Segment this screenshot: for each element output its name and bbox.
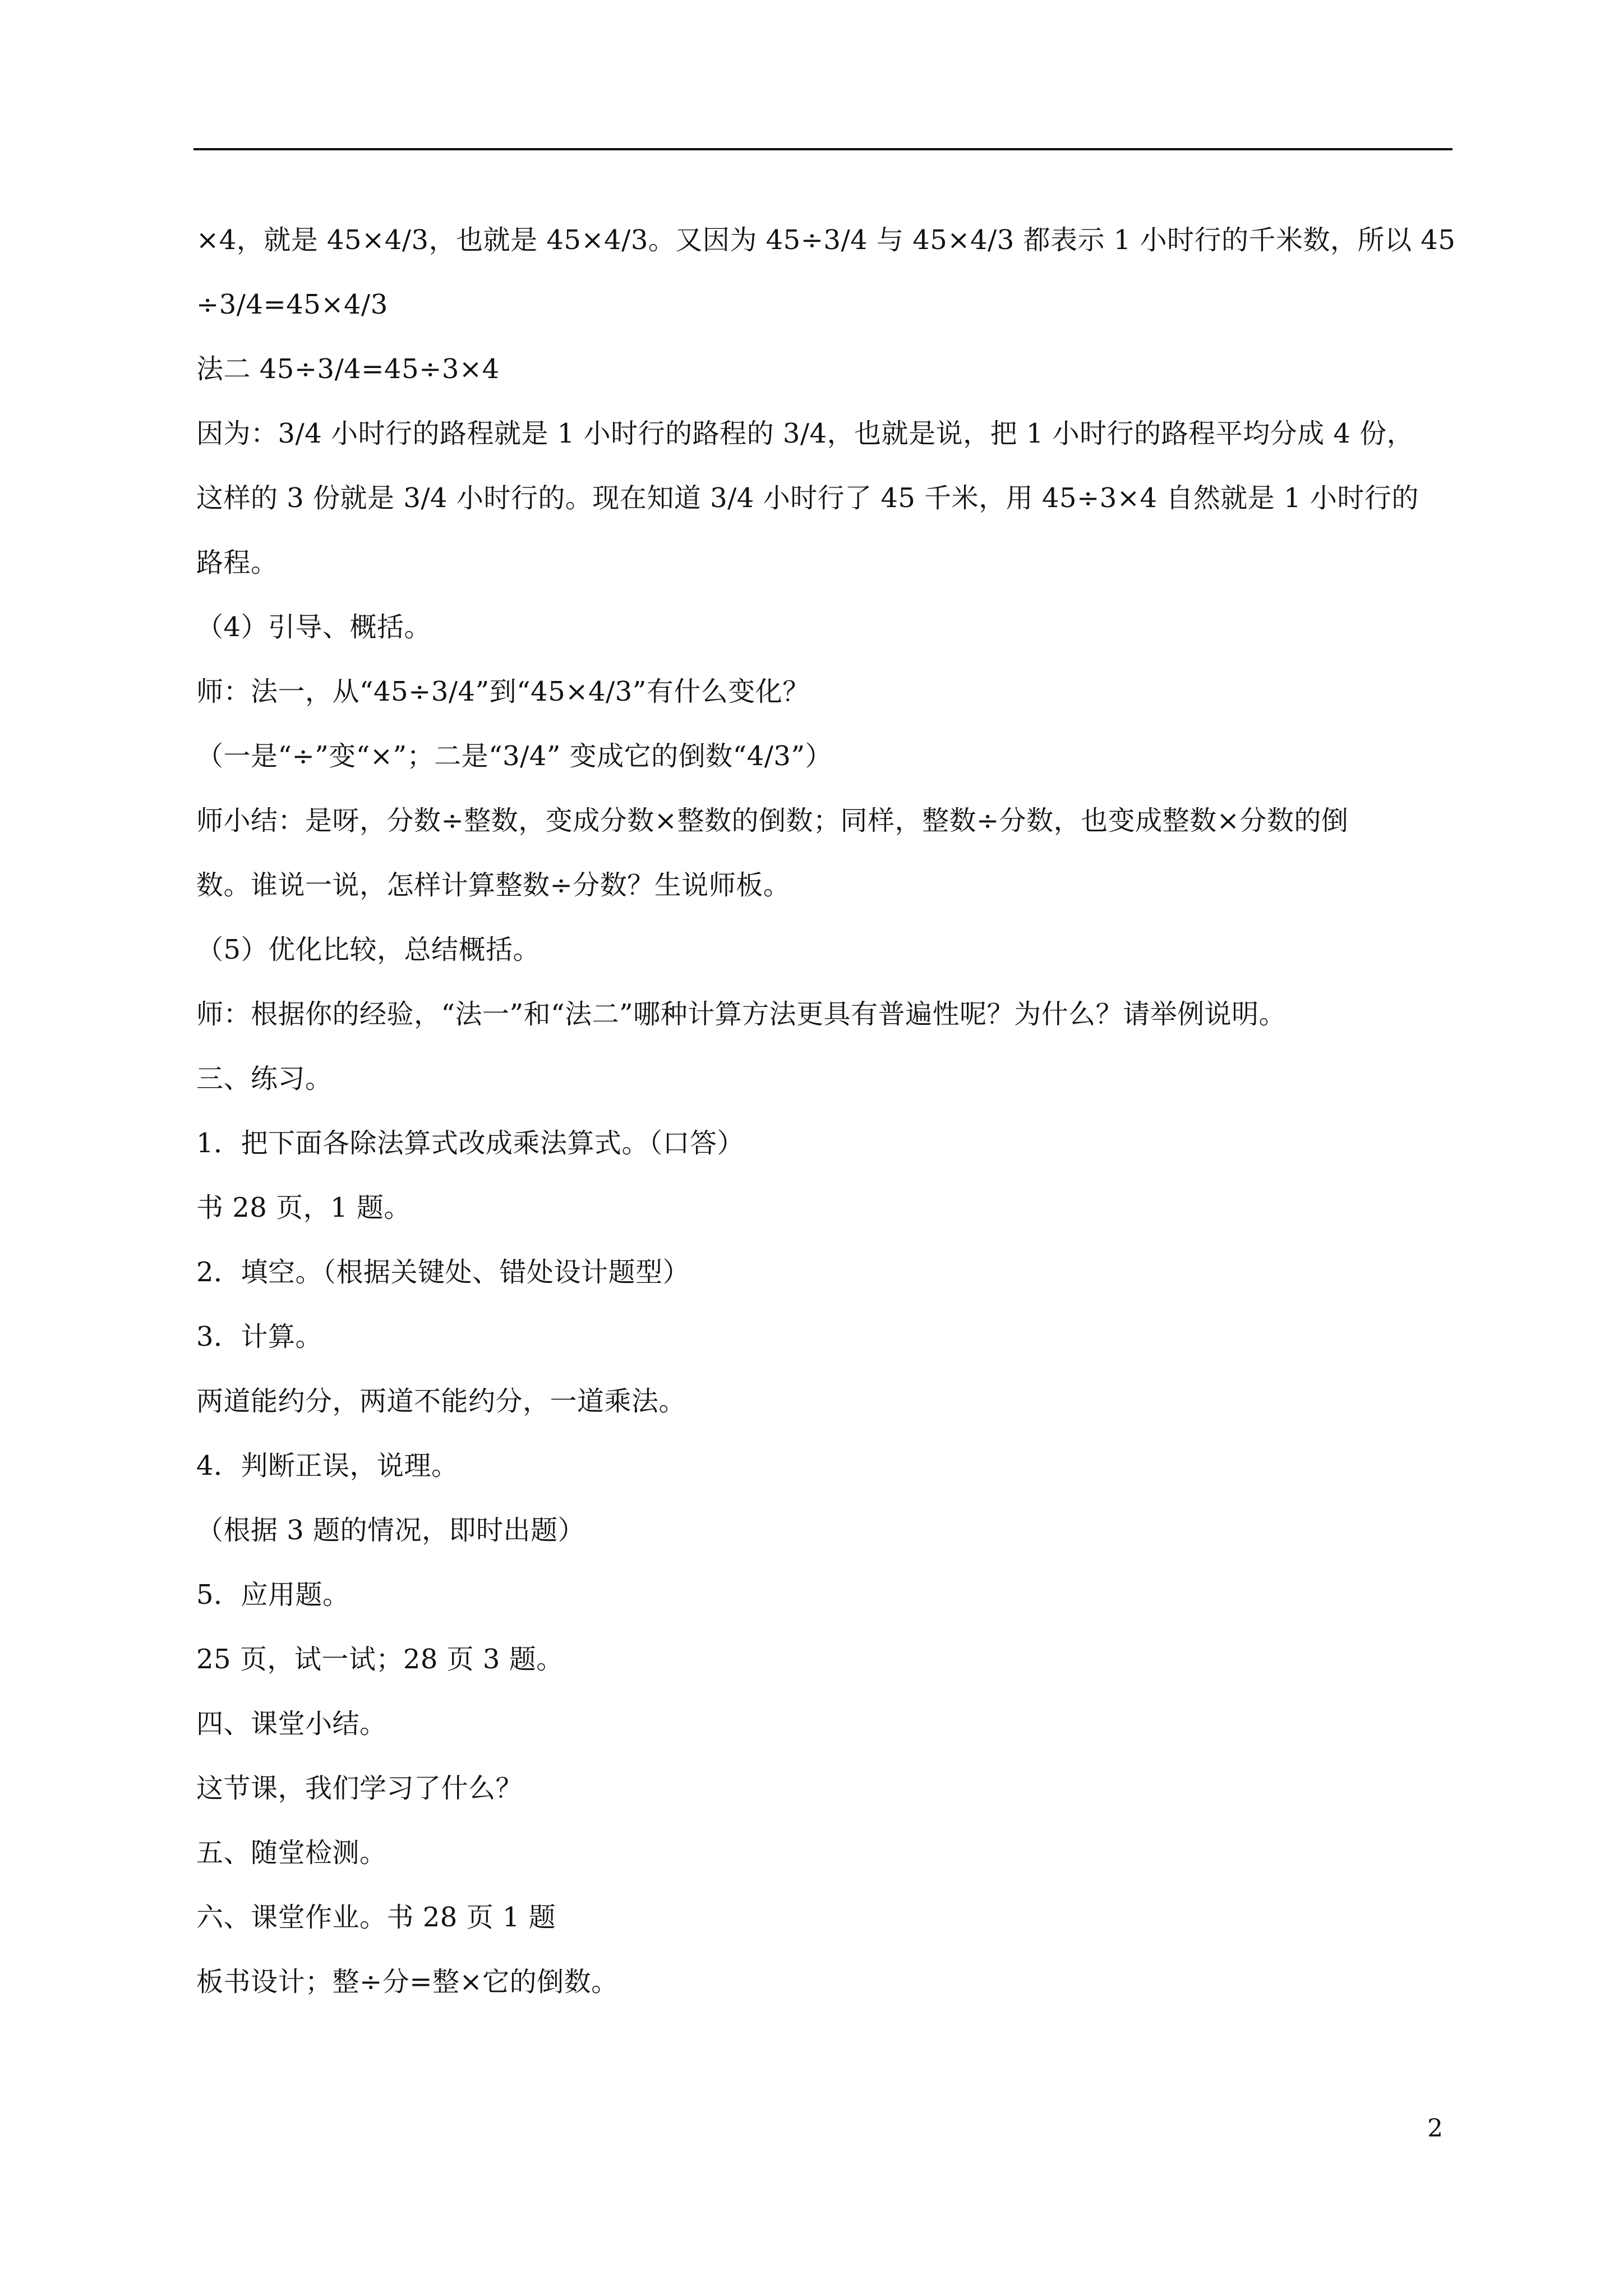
section-heading: 三、练习。 — [196, 1063, 333, 1094]
text-line: 4．判断正误，说理。 — [196, 1450, 459, 1481]
text-line: 师：根据你的经验，“法一”和“法二”哪种计算方法更具有普遍性呢？为什么？请举例说明。 — [196, 999, 1287, 1030]
text-line: （一是“÷”变“×”；二是“3/4” 变成它的倒数“4/3”） — [196, 740, 833, 772]
text-line: 25 页，试一试；28 页 3 题。 — [196, 1644, 564, 1675]
text-line: 两道能约分，两道不能约分，一道乘法。 — [196, 1386, 686, 1417]
text-line: 1．把下面各除法算式改成乘法算式。（口答） — [196, 1128, 745, 1159]
text-line: ×4，就是 45×4/3，也就是 45×4/3。又因为 45÷3/4 与 45×4/3 都表示 1 小时行的千米数，所以 45 — [196, 224, 1456, 256]
text-line: ÷3/4=45×4/3 — [196, 289, 388, 320]
text-line: 师小结：是呀，分数÷整数，变成分数×整数的倒数；同样，整数÷分数，也变成整数×分数的倒 — [196, 805, 1349, 836]
text-line: （5）优化比较，总结概括。 — [196, 934, 541, 965]
text-line: 这样的 3 份就是 3/4 小时行的。现在知道 3/4 小时行了 45 千米，用 45÷3×4 自然就是 1 小时行的 — [196, 482, 1419, 514]
section-heading: 四、课堂小结。 — [196, 1708, 387, 1740]
document-body — [196, 208, 1456, 2014]
section-heading: 六、课堂作业。书 28 页 1 题 — [196, 1902, 556, 1933]
text-line: 法二 45÷3/4=45÷3×4 — [196, 353, 500, 385]
text-line: 因为：3/4 小时行的路程就是 1 小时行的路程的 3/4，也就是说，把 1 小时行的路程平均分成 4 份， — [196, 418, 1414, 449]
text-line: 5．应用题。 — [196, 1579, 350, 1611]
page-number: 2 — [1427, 2114, 1443, 2143]
text-line: （根据 3 题的情况，即时出题） — [196, 1515, 585, 1546]
text-line: （4）引导、概括。 — [196, 611, 432, 643]
header-rule — [193, 148, 1453, 150]
text-line: 3．计算。 — [196, 1321, 323, 1352]
text-line: 路程。 — [196, 547, 278, 578]
text-line: 师：法一，从“45÷3/4”到“45×4/3”有什么变化？ — [196, 676, 810, 707]
text-line: 数。谁说一说，怎样计算整数÷分数？生说师板。 — [196, 869, 791, 901]
text-line: 书 28 页，1 题。 — [196, 1192, 411, 1223]
text-line: 这节课，我们学习了什么？ — [196, 1773, 523, 1804]
text-line: 2．填空。（根据关键处、错处设计题型） — [196, 1257, 690, 1288]
section-heading: 五、随堂检测。 — [196, 1837, 387, 1869]
text-line: 板书设计；整÷分=整×它的倒数。 — [196, 1966, 619, 1998]
